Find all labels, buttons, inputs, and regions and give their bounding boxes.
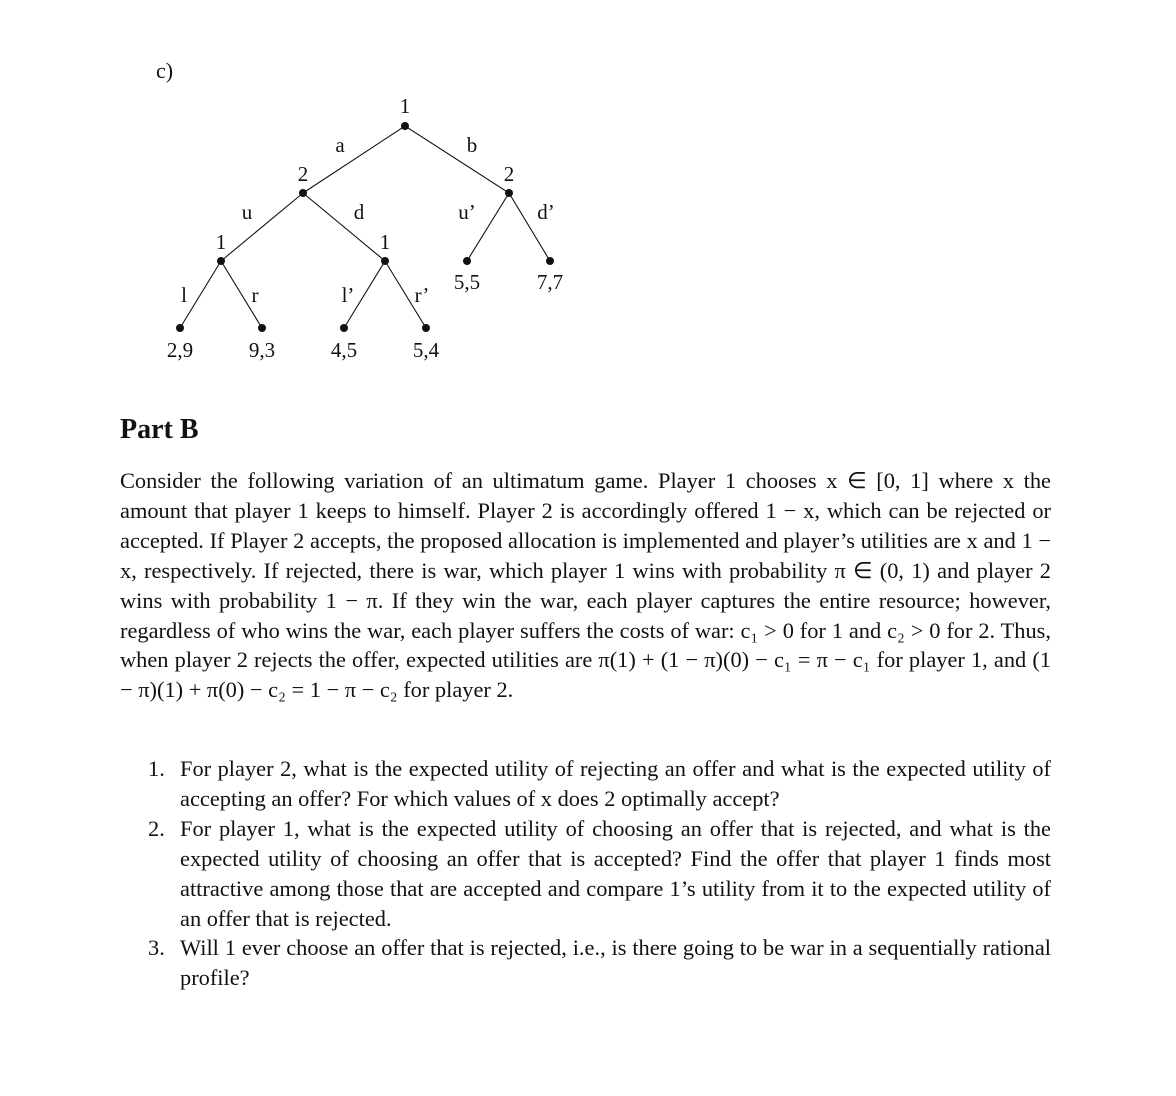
payoff-ul: 2,9 (166, 338, 194, 362)
player-node-u: 1 (215, 230, 227, 254)
edge-u (221, 193, 303, 261)
payoff-dl: 4,5 (330, 338, 358, 362)
question-3 (148, 933, 1051, 993)
node-a (299, 189, 307, 197)
player-node-d: 1 (379, 230, 391, 254)
action-u: u (241, 200, 253, 224)
action-b: b (466, 133, 478, 157)
edge-b (405, 126, 509, 193)
payoff-ur: 9,3 (248, 338, 276, 362)
edge-d (303, 193, 385, 261)
question-3-text: Will 1 ever choose an offer that is rejected, i.e., is there going to be war in a sequentially rational profile? (180, 935, 1051, 991)
terminal-dl (340, 324, 348, 332)
payoff-dr: 5,4 (412, 338, 440, 362)
tree-edges (180, 126, 550, 328)
payoff-bu: 5,5 (453, 270, 481, 294)
part-b-intro: Consider the following variation of an ultimatum game. Player 1 chooses x ∈ [0, 1] where x the amount that player 1 keeps to himself. Player 2 is accordingly offered 1 − x, which can be rejected or accepted. If Player 2 accepts, the proposed allocation is implemented and player’s utilities are x and 1 − x, respectively. If rejected, there is war, which player 1 wins with probability π ∈ (0, 1) and player 2 wins with probability 1 − π. If they win the war, each player captures the entire resource; however, regardless of who wins the war, each player suffers the costs of war: c₁ > 0 for 1 and c₂ > 0 for 2. Thus, when player 2 rejects the offer, expected utilities are π(1) + (1 − π)(0) − c₁ = π − c₁ for player 1, and (1 − π)(1) + π(0) − c₂ = 1 − π − c₂ for player 2. (120, 468, 1051, 703)
terminal-ur (258, 324, 266, 332)
action-r-prime: r’ (414, 283, 430, 307)
section-label: c) (156, 58, 174, 83)
question-2-text: For player 1, what is the expected utility of choosing an offer that is rejected, and what is the expected utility of choosing an offer that is accepted? Find the offer that player 1 finds most attractive among those that are accepted and compare 1’s utility from it to the expected utility of an offer that is rejected. (180, 815, 1051, 931)
action-l-prime: l’ (341, 283, 355, 307)
node-d (381, 257, 389, 265)
question-2-number: 2. (148, 815, 165, 841)
question-3-number: 3. (148, 935, 165, 961)
question-1-number: 1. (148, 756, 165, 781)
game-tree (0, 0, 1176, 400)
terminal-dr (422, 324, 430, 332)
node-b (505, 189, 513, 197)
terminal-ul (176, 324, 184, 332)
action-u-prime: u’ (458, 200, 476, 224)
action-r: r (251, 283, 259, 307)
question-1-text: For player 2, what is the expected utility of rejecting an offer and what is the expected utility of accepting an offer? For which values of x does 2 optimally accept? (180, 756, 1051, 811)
terminal-bu (463, 257, 471, 265)
terminal-bd (546, 257, 554, 265)
part-b-heading: Part B (120, 414, 199, 445)
question-list (148, 754, 1051, 993)
tree-nodes (176, 122, 554, 332)
node-root (401, 122, 409, 130)
action-l: l (181, 283, 187, 307)
player-node-a: 2 (297, 162, 309, 186)
player-node-b: 2 (503, 162, 515, 186)
question-1 (148, 754, 1051, 814)
action-d-prime: d’ (537, 200, 555, 224)
player-root: 1 (399, 94, 411, 118)
action-d: d (353, 200, 365, 224)
question-2 (148, 814, 1051, 934)
payoff-bd: 7,7 (536, 270, 564, 294)
node-u (217, 257, 225, 265)
edge-a (303, 126, 405, 193)
action-a: a (335, 133, 345, 157)
